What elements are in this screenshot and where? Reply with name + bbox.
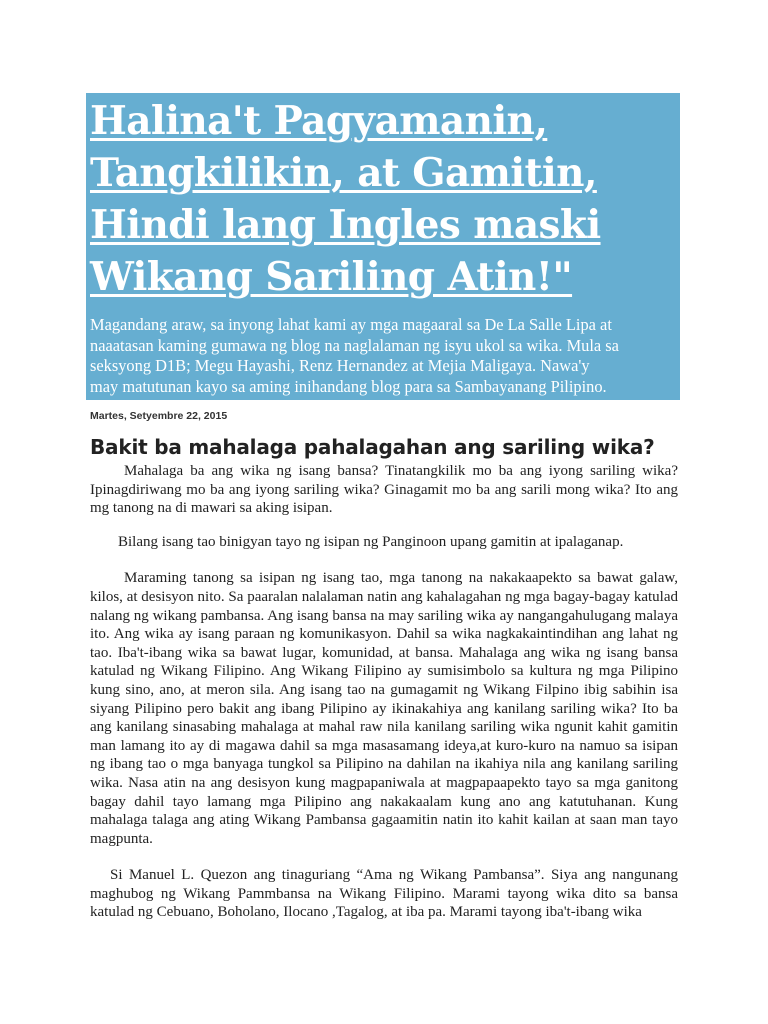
blog-description: Magandang araw, sa inyong lahat kami ay mga magaaral sa De La Salle Lipa at naaatasan kaming gumawa ng blog na naglalaman ng isyu ukol sa wika. Mula sa seksyong D1B; Megu Hayashi, Renz Hernandez at Mejia Maligaya. Nawa'y may matutunan kayo sa aming inihandang blog para sa Sambayanang Pilipino.	[90, 315, 619, 396]
post-date: Martes, Setyembre 22, 2015	[90, 410, 228, 422]
post-paragraph: Maraming tanong sa isipan ng isang tao, mga tanong na nakakaapekto sa bawat galaw, kilos, at desisyon nito. Sa paaralan nalalaman natin ang kahalagahan ng mga bagay-bagay katulad nalang ng wikang pambansa. Ang isang bansa na may sariling wika ay nangangahulugang malaya ito. Ang wika ay isang paraan ng komunikasyon. Dahil sa wika nagkakaintindihan ang lahat ng tao. Iba't-ibang wika sa bawat lugar, komunidad, at bansa. Mahalaga ang wika ng isang bansa katulad ng Wikang Filipino. Ang Wikang Filipino ay sumisimbolo sa kultura ng mga Pilipino kung sino, ano, at meron sila. Ang isang tao na gumagamit ng Wikang Filpino ibig sabihin isa siyang Pilipino pero bakit ang ibang Pilipino ay ikinakahiya ang kanilang sariling wika? Ito ba ang kanilang sinasabing mahalaga at mahal raw nila kanilang sariling wika ngunit kahit gamitin man lamang ito ay di magawa dahil sa mga masasamang ideya,at kuro-kuro na namuo sa isipan ng ibang tao o mga banyaga tungkol sa Pilipino na dahilan na ikahiya nila ang kanilang sariling wika. Nasa atin na ang desisyon kung magpapaniwala at magpapaapekto tayo sa mga ganitong bagay dahil tayo lamang mga Pilipino ang nakakaalam kung ano ang katutuhanan. Kung mahalaga talaga ang ating Wikang Pambansa gagaamitin natin ito kahit kailan at saan man tayo magpunta.	[90, 570, 678, 847]
post-title: Bakit ba mahalaga pahalagahan ang sariling wika?	[90, 435, 655, 459]
blog-header	[86, 93, 680, 400]
blog-title-link[interactable]: Halina't Pagyamanin, Tangkilikin, at Gamitin, Hindi lang Ingles maski Wikang Sariling Atin!"	[90, 98, 601, 300]
post-paragraph: Si Manuel L. Quezon ang tinaguriang “Ama ng Wikang Pambansa”. Siya ang nangunang maghubog ng Wikang Pammbansa na Wikang Filipino. Marami tayong wika dito sa bansa katulad ng Cebuano, Boholano, Ilocano ,Tagalog, at iba pa. Marami tayong iba't-ibang wika	[90, 867, 678, 921]
post-paragraph: Bilang isang tao binigyan tayo ng isipan ng Panginoon upang gamitin at ipalaganap.	[118, 533, 624, 550]
post-body	[90, 462, 678, 922]
post-paragraph: Mahalaga ba ang wika ng isang bansa? Tinatangkilik mo ba ang iyong sariling wika? Ipinagdiriwang mo ba ang iyong sariling wika? Ginagamit mo ba ang sarili mong wika? Ito ang mg tanong na di mawari sa aking isipan.	[90, 463, 678, 517]
